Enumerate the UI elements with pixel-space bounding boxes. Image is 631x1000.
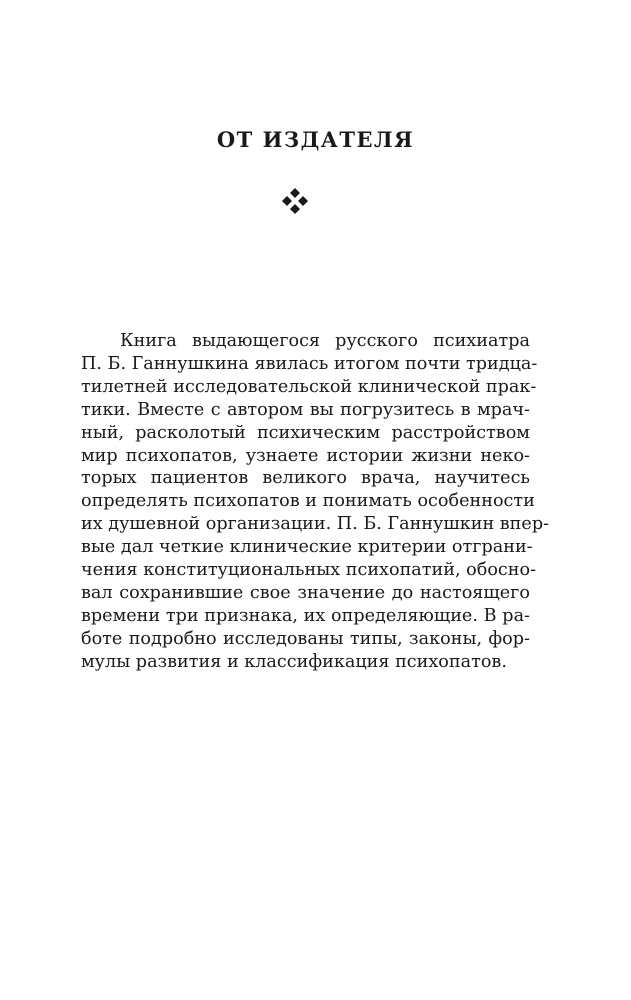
text-line: времени три признака, их определяющие. В ра- — [81, 605, 530, 626]
text-line: определять психопатов и понимать особенности — [81, 491, 535, 512]
text-line: торых пациентов великого врача, научитесь — [81, 468, 530, 489]
text-line: тилетней исследовательской клинической прак- — [81, 376, 537, 397]
four-diamond-ornament-icon — [280, 186, 310, 216]
text-line: боте подробно исследованы типы, законы, фор- — [81, 628, 530, 649]
text-line: мулы развития и классификация психопатов. — [81, 651, 507, 672]
text-line: тики. Вместе с автором вы погрузитесь в мрач- — [81, 399, 530, 420]
text-line: их душевной организации. П. Б. Ганнушкин впер- — [81, 514, 550, 535]
text-line: мир психопатов, узнаете истории жизни неко- — [81, 445, 530, 466]
text-line: чения конституциональных психопатий, обосно- — [81, 560, 537, 581]
text-line: П. Б. Ганнушкина явилась итогом почти тридца- — [81, 353, 538, 374]
text-line: вал сохранившие свое значение до настоящего — [81, 582, 530, 603]
publisher-note-paragraph — [81, 330, 550, 674]
page-title: ОТ ИЗДАТЕЛЯ — [216, 127, 415, 152]
text-line: ный, расколотый психическим расстройством — [81, 422, 530, 443]
text-line: Книга выдающегося русского психиатра — [120, 331, 530, 351]
text-line: вые дал четкие клинические критерии отграни- — [81, 537, 533, 558]
